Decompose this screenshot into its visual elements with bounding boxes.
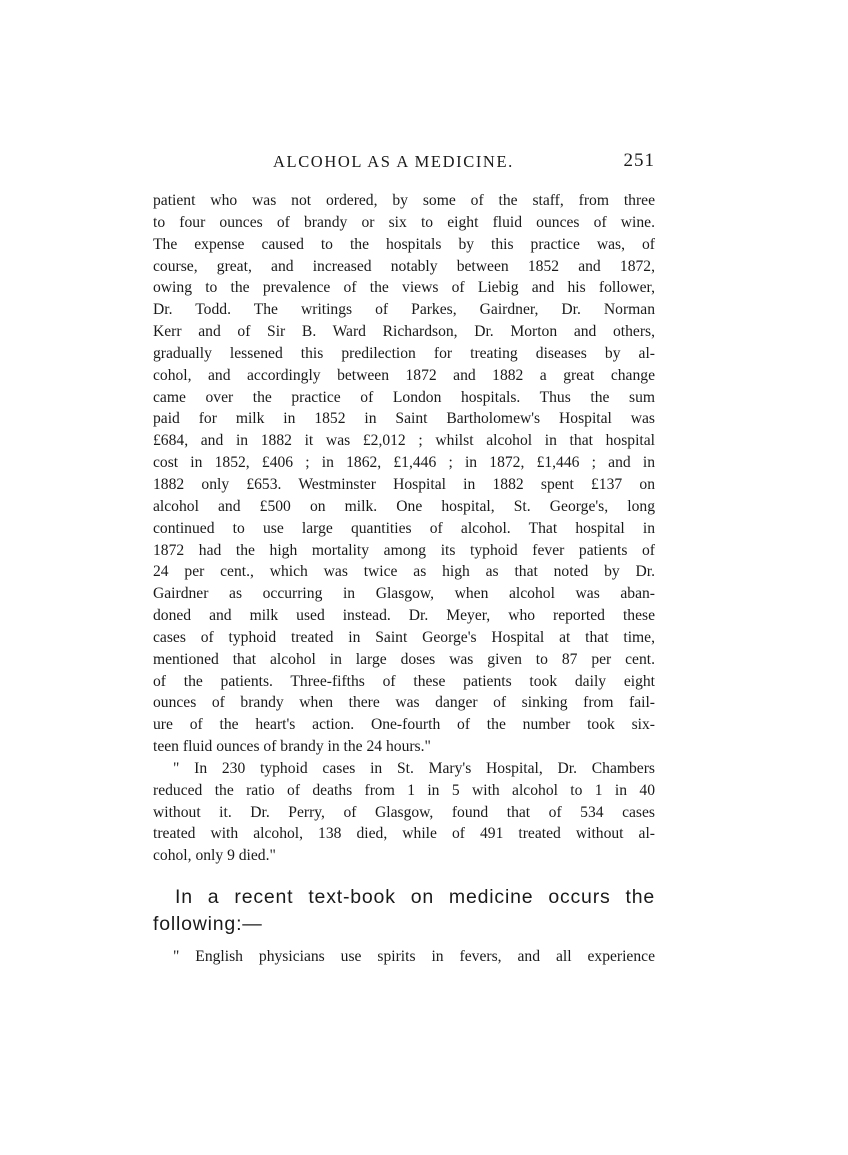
body-paragraph (153, 190, 655, 867)
text-line: gradually lessened this predilection for treating diseases by al- (153, 344, 655, 362)
text-line: Gairdner as occurring in Glasgow, when alcohol was aban- (153, 585, 655, 603)
page-number: 251 (623, 150, 655, 171)
text-line: The expense caused to the hospitals by this practice was, of (153, 235, 655, 253)
large-text-line: following:— (153, 913, 263, 935)
large-type-paragraph (153, 884, 655, 938)
text-line: 1872 had the high mortality among its typhoid fever patients of (153, 541, 655, 559)
quote-line: treated with alcohol, 138 died, while of 491 treated without al- (153, 825, 655, 843)
quote-line: " In 230 typhoid cases in St. Mary's Hospital, Dr. Chambers (173, 759, 655, 777)
text-line: mentioned that alcohol in large doses was given to 87 per cent. (153, 650, 655, 668)
large-text-line: In a recent text-book on medicine occurs the (175, 886, 655, 908)
text-line: owing to the prevalence of the views of Liebig and his follower, (153, 279, 655, 297)
text-line: course, great, and increased notably between 1852 and 1872, (153, 257, 655, 275)
text-line: doned and milk used instead. Dr. Meyer, who reported these (153, 607, 655, 625)
text-line: to four ounces of brandy or six to eight fluid ounces of wine. (153, 213, 655, 231)
text-line: paid for milk in 1852 in Saint Bartholomew's Hospital was (153, 410, 655, 428)
text-line: Dr. Todd. The writings of Parkes, Gairdner, Dr. Norman (153, 301, 655, 319)
text-line: teen fluid ounces of brandy in the 24 hours." (153, 738, 431, 756)
running-title: ALCOHOL AS A MEDICINE. (273, 152, 514, 171)
quote-line: cohol, only 9 died." (153, 847, 276, 865)
text-line: cases of typhoid treated in Saint George's Hospital at that time, (153, 628, 655, 646)
quote-line: reduced the ratio of deaths from 1 in 5 with alcohol to 1 in 40 (153, 781, 655, 799)
text-line: alcohol and £500 on milk. One hospital, St. George's, long (153, 497, 655, 515)
text-line: came over the practice of London hospitals. Thus the sum (153, 388, 655, 406)
text-line: cohol, and accordingly between 1872 and 1882 a great change (153, 366, 655, 384)
text-line: cost in 1852, £406 ; in 1862, £1,446 ; in 1872, £1,446 ; and in (153, 454, 655, 472)
text-line: continued to use large quantities of alcohol. That hospital in (153, 519, 655, 537)
text-line: 24 per cent., which was twice as high as that noted by Dr. (153, 563, 655, 581)
text-line: £684, and in 1882 it was £2,012 ; whilst alcohol in that hospital (153, 432, 655, 450)
text-line: patient who was not ordered, by some of the staff, from three (153, 192, 655, 209)
running-head (153, 150, 655, 174)
text-line: " English physicians use spirits in fevers, and all experience (173, 948, 655, 965)
text-line: Kerr and of Sir B. Ward Richardson, Dr. Morton and others, (153, 323, 655, 341)
text-line: ounces of brandy when there was danger of sinking from fail- (153, 694, 655, 712)
text-line: 1882 only £653. Westminster Hospital in 1882 spent £137 on (153, 475, 655, 493)
text-line: of the patients. Three-fifths of these patients took daily eight (153, 672, 655, 690)
text-line: ure of the heart's action. One-fourth of the number took six- (153, 716, 655, 734)
quote-line: without it. Dr. Perry, of Glasgow, found that of 534 cases (153, 803, 655, 821)
continuing-quote (153, 946, 655, 968)
